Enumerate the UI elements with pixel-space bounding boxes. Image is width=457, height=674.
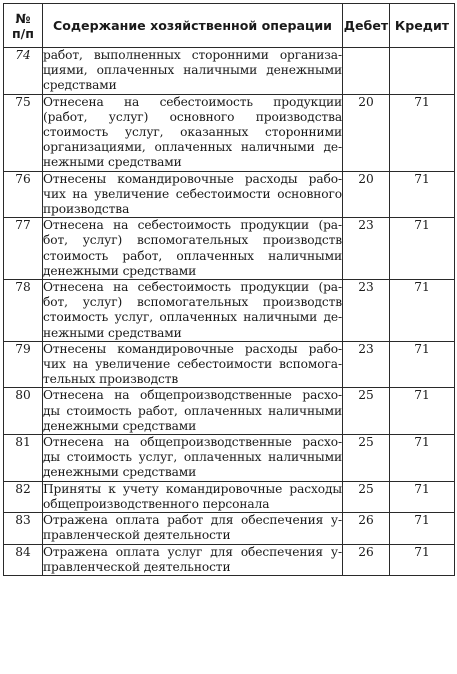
row-debit: 25: [343, 388, 390, 435]
description-line: правленческой деятельности: [43, 559, 231, 574]
description-line: Отнесена на себестоимость продукции: [43, 94, 342, 109]
table-row: [4, 218, 455, 280]
description-line: работ, выполненных сторонними организа-: [43, 48, 342, 62]
row-debit: 20: [343, 171, 390, 218]
row-credit: 71: [390, 544, 455, 575]
description-line: нежными средствами: [43, 325, 182, 340]
description-line: чих на увеличение себестоимости основного: [43, 186, 342, 201]
row-description: [43, 544, 343, 575]
description-line: бот, услуг) вспомогательных производств: [43, 233, 342, 248]
description-line: стоимость услуг, оплаченных наличными де-: [43, 310, 342, 325]
table-row: [4, 513, 455, 544]
description-line: стоимость работ, оплаченных наличными: [43, 248, 342, 263]
description-line: Отнесены командировочные расходы рабо-: [43, 171, 342, 186]
description-line: организациями, оплаченных наличными де-: [43, 140, 342, 155]
row-credit: 71: [390, 280, 455, 342]
row-credit: 71: [390, 435, 455, 482]
row-debit: 26: [343, 513, 390, 544]
description-line: Отнесены командировочные расходы рабо-: [43, 341, 342, 356]
row-description: [43, 341, 343, 388]
row-description: [43, 48, 343, 95]
row-debit: 25: [343, 481, 390, 512]
description-line: ды стоимость услуг, оплаченных наличными: [43, 450, 342, 465]
row-description: [43, 94, 343, 171]
row-number: 77: [4, 218, 43, 280]
header-number-line2: п/п: [11, 25, 34, 41]
row-debit: 23: [343, 218, 390, 280]
table-row: [4, 48, 455, 95]
description-line: Отражена оплата работ для обеспечения у-: [43, 513, 342, 528]
description-line: денежными средствами: [43, 263, 197, 278]
row-number: 79: [4, 341, 43, 388]
row-number: 78: [4, 280, 43, 342]
header-credit: Кредит: [390, 4, 455, 48]
description-line: Отражена оплата услуг для обеспечения у-: [43, 544, 342, 559]
row-debit: 23: [343, 341, 390, 388]
row-description: [43, 218, 343, 280]
row-number: 82: [4, 481, 43, 512]
description-line: общепроизводственного персонала: [43, 496, 270, 511]
description-line: правленческой деятельности: [43, 528, 231, 543]
row-number: 81: [4, 435, 43, 482]
row-description: [43, 481, 343, 512]
table-row: [4, 481, 455, 512]
description-line: средствами: [43, 78, 117, 93]
header-description: Содержание хозяйственной операции: [43, 4, 343, 48]
description-line: производства: [43, 202, 130, 217]
description-line: Отнесена на себестоимость продукции (ра-: [43, 280, 342, 295]
row-credit: 71: [390, 481, 455, 512]
row-description: [43, 513, 343, 544]
table-row: [4, 388, 455, 435]
header-number: [4, 4, 43, 48]
description-line: Отнесена на общепроизводственные расхо-: [43, 435, 342, 450]
row-debit: 25: [343, 435, 390, 482]
description-line: Отнесена на себестоимость продукции (ра-: [43, 218, 342, 233]
row-credit: 71: [390, 341, 455, 388]
row-debit: 20: [343, 94, 390, 171]
row-number: 80: [4, 388, 43, 435]
row-number: 76: [4, 171, 43, 218]
description-line: денежными средствами: [43, 465, 197, 480]
description-line: бот, услуг) вспомогательных производств: [43, 295, 342, 310]
row-credit: 71: [390, 218, 455, 280]
description-line: ды стоимость работ, оплаченных наличными: [43, 403, 342, 418]
table-row: [4, 171, 455, 218]
description-line: нежными средствами: [43, 155, 182, 170]
row-credit: 71: [390, 513, 455, 544]
row-credit: 71: [390, 94, 455, 171]
table-header-row: [4, 4, 455, 48]
row-description: [43, 171, 343, 218]
row-debit: 26: [343, 544, 390, 575]
row-credit: [390, 48, 455, 95]
table-row: [4, 341, 455, 388]
description-line: циями, оплаченных наличными денежными: [43, 63, 342, 78]
description-line: Приняты к учету командировочные расходы: [43, 481, 342, 496]
row-description: [43, 435, 343, 482]
row-debit: [343, 48, 390, 95]
row-number: 74: [4, 48, 43, 95]
row-number: 84: [4, 544, 43, 575]
description-line: (работ, услуг) основного производства: [43, 109, 342, 124]
header-number-line1: №: [15, 10, 31, 26]
table-row: [4, 435, 455, 482]
description-line: Отнесена на общепроизводственные расхо-: [43, 388, 342, 403]
row-debit: 23: [343, 280, 390, 342]
description-line: денежными средствами: [43, 418, 197, 433]
header-debit: Дебет: [343, 4, 390, 48]
row-number: 83: [4, 513, 43, 544]
description-line: чих на увеличение себестоимости вспомога-: [43, 357, 342, 372]
row-credit: 71: [390, 171, 455, 218]
table-row: [4, 94, 455, 171]
operations-table: [3, 3, 455, 576]
table-row: [4, 544, 455, 575]
table-row: [4, 280, 455, 342]
row-credit: 71: [390, 388, 455, 435]
row-description: [43, 388, 343, 435]
row-number: 75: [4, 94, 43, 171]
row-description: [43, 280, 343, 342]
description-line: стоимость услуг, оказанных сторонними: [43, 125, 342, 140]
description-line: тельных производств: [43, 372, 179, 387]
